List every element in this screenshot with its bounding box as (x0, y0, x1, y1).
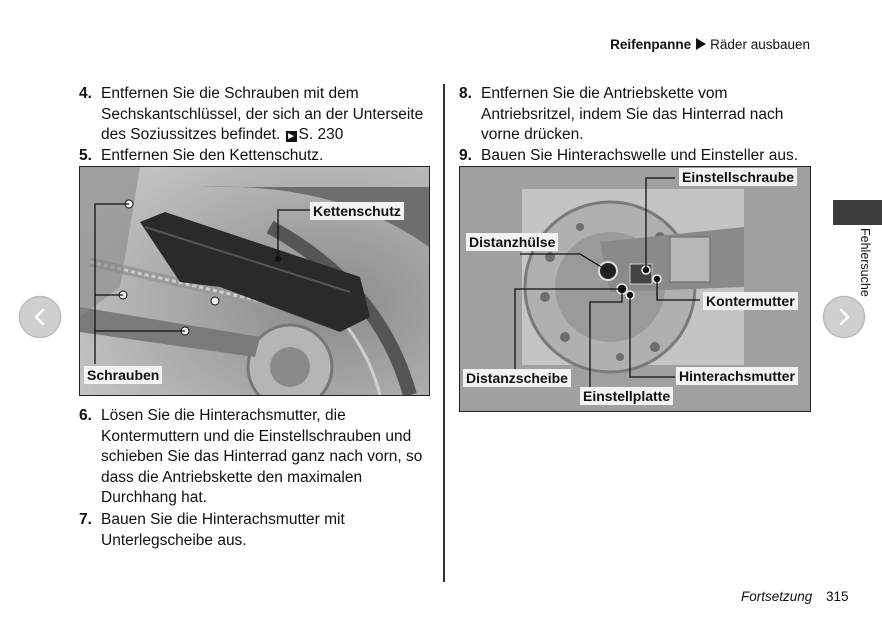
breadcrumb (610, 37, 810, 52)
step-number: 8. (459, 85, 472, 102)
step-number: 9. (459, 147, 472, 164)
column-divider (443, 84, 445, 582)
callout-kettenschutz: Kettenschutz (310, 202, 404, 220)
step-text: Bauen Sie die Hinterachsmutter mit Unterlegscheibe aus. (101, 511, 345, 549)
figure-chain-guard (79, 166, 430, 396)
triangle-right-icon (696, 38, 706, 50)
chevron-right-icon (834, 307, 854, 327)
next-page-button[interactable] (823, 296, 865, 338)
page-reference-icon: ► (286, 131, 296, 143)
step-7 (79, 510, 429, 551)
step-text: Entfernen Sie die Antriebskette vom Antriebsritzel, indem Sie das Hinterrad nach vorne drücken. (481, 85, 784, 144)
chapter-tab[interactable] (833, 200, 882, 225)
step-8 (459, 84, 809, 146)
callout-hinterachsmutter: Hinterachsmutter (676, 367, 798, 385)
step-text: Entfernen Sie den Kettenschutz. (101, 147, 324, 164)
callout-einstellschraube: Einstellschraube (679, 168, 797, 186)
step-text: Bauen Sie Hinterachswelle und Einsteller aus. (481, 147, 799, 164)
callout-kontermutter: Kontermutter (703, 292, 798, 310)
callout-distanzscheibe: Distanzscheibe (463, 369, 571, 387)
continued-label: Fortsetzung (741, 589, 813, 604)
step-4 (79, 84, 429, 146)
step-number: 4. (79, 85, 92, 102)
breadcrumb-section[interactable]: Reifenpanne (610, 37, 692, 52)
step-9 (459, 146, 809, 167)
callout-schrauben: Schrauben (84, 366, 162, 384)
previous-page-button[interactable] (19, 296, 61, 338)
step-text: Entfernen Sie die Schrauben mit dem Sechskantschlüssel, der sich an der Unterseite des Soziussitzes befindet. (101, 85, 424, 144)
page-reference-link[interactable]: S. 230 (298, 126, 344, 144)
breadcrumb-page: Räder ausbauen (710, 37, 810, 52)
callout-distanzhuelse: Distanzhülse (466, 233, 558, 251)
chapter-tab-label[interactable]: Fehlersuche (858, 228, 872, 297)
chevron-left-icon (30, 307, 50, 327)
page-number: 315 (826, 589, 849, 604)
figure-rear-axle (459, 166, 811, 412)
step-6 (79, 406, 429, 509)
step-5 (79, 146, 429, 167)
callout-einstellplatte: Einstellplatte (580, 387, 673, 405)
step-number: 6. (79, 407, 92, 424)
step-number: 5. (79, 147, 92, 164)
step-number: 7. (79, 511, 92, 528)
step-text: Lösen Sie die Hinterachsmutter, die Kontermuttern und die Einstellschrauben und schieben Sie das Hinterrad ganz nach vorn, so dass die Antriebskette den maximalen Durchhang hat. (101, 407, 423, 507)
